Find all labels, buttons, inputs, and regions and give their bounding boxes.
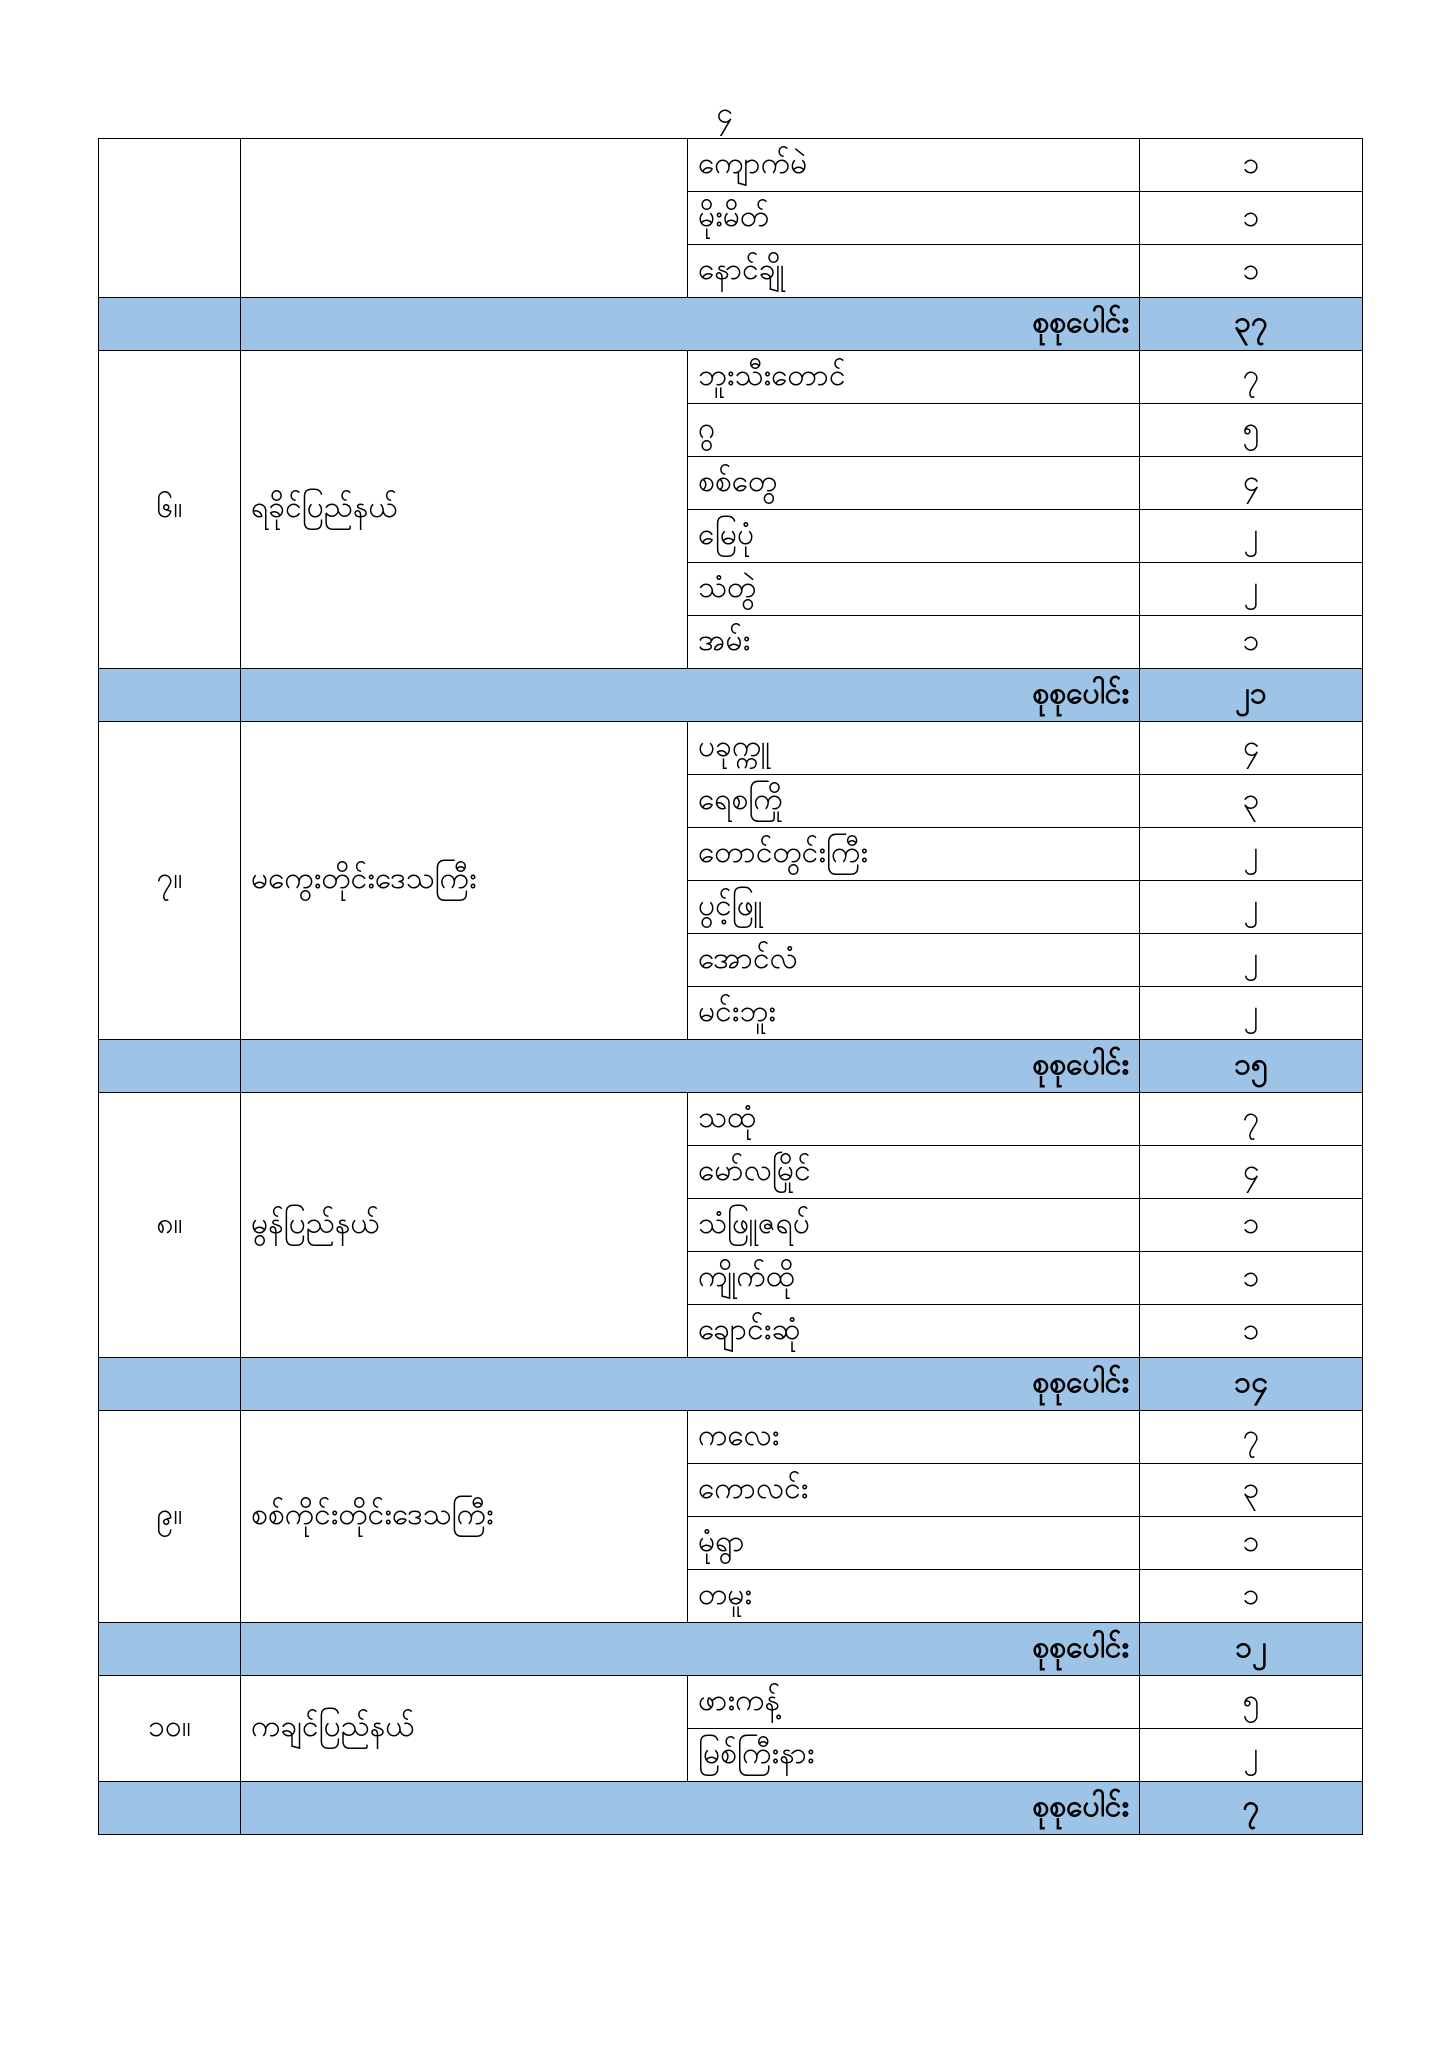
table-row [99,1093,1363,1146]
township-name: ချောင်းဆုံ [688,1305,1140,1358]
table-row [99,139,1363,192]
township-name: မြေပုံ [688,510,1140,563]
township-count: ၁ [1140,139,1363,192]
total-row [99,298,1363,351]
total-label: စုစုပေါင်း [241,1782,1140,1835]
total-empty-cell [99,1623,241,1676]
township-count: ၃ [1140,775,1363,828]
region-name: မွန်ပြည်နယ် [241,1093,688,1358]
township-count: ၄ [1140,457,1363,510]
township-count: ၇ [1140,351,1363,404]
township-count: ၁ [1140,616,1363,669]
township-name: အမ်း [688,616,1140,669]
total-count: ၇ [1140,1782,1363,1835]
township-count: ၁ [1140,1252,1363,1305]
township-count: ၅ [1140,1676,1363,1729]
township-count: ၁ [1140,245,1363,298]
region-number: ၈။ [99,1093,241,1358]
township-count: ၇ [1140,1411,1363,1464]
township-count: ၁ [1140,1570,1363,1623]
township-name: တမူး [688,1570,1140,1623]
township-name: ပွင့်ဖြူ [688,881,1140,934]
township-count: ၂ [1140,828,1363,881]
table-row [99,722,1363,775]
township-count: ၇ [1140,1093,1363,1146]
township-count: ၃ [1140,1464,1363,1517]
region-name: စစ်ကိုင်းတိုင်းဒေသကြီး [241,1411,688,1623]
township-count: ၂ [1140,934,1363,987]
township-count: ၂ [1140,1729,1363,1782]
total-row [99,669,1363,722]
total-row [99,1623,1363,1676]
township-table [98,138,1363,1835]
region-number [99,139,241,298]
township-name: ဂွ [688,404,1140,457]
region-name [241,139,688,298]
township-count: ၅ [1140,404,1363,457]
total-label: စုစုပေါင်း [241,298,1140,351]
total-count: ၁၄ [1140,1358,1363,1411]
table-row [99,1411,1363,1464]
total-row [99,1782,1363,1835]
region-number: ၆။ [99,351,241,669]
township-name: ကျောက်မဲ [688,139,1140,192]
table-row [99,351,1363,404]
township-name: မြစ်ကြီးနား [688,1729,1140,1782]
township-name: သံဖြူဇရပ် [688,1199,1140,1252]
township-name: ကလေး [688,1411,1140,1464]
township-count: ၁ [1140,1199,1363,1252]
region-number: ၁၀။ [99,1676,241,1782]
total-label: စုစုပေါင်း [241,1040,1140,1093]
township-name: နောင်ချို [688,245,1140,298]
township-name: စစ်တွေ [688,457,1140,510]
total-empty-cell [99,298,241,351]
total-count: ၃၇ [1140,298,1363,351]
total-count: ၁၂ [1140,1623,1363,1676]
region-name: မကွေးတိုင်းဒေသကြီး [241,722,688,1040]
township-name: မုံရွာ [688,1517,1140,1570]
township-name: သံတွဲ [688,563,1140,616]
total-label: စုစုပေါင်း [241,1623,1140,1676]
total-row [99,1358,1363,1411]
table-row [99,1676,1363,1729]
township-count: ၂ [1140,510,1363,563]
total-label: စုစုပေါင်း [241,669,1140,722]
township-name: သထုံ [688,1093,1140,1146]
township-count: ၁ [1140,192,1363,245]
region-number: ၇။ [99,722,241,1040]
page-number: ၄ [716,96,733,131]
township-count: ၄ [1140,722,1363,775]
township-name: ကောလင်း [688,1464,1140,1517]
township-count: ၁ [1140,1517,1363,1570]
township-name: မော်လမြိုင် [688,1146,1140,1199]
region-number: ၉။ [99,1411,241,1623]
township-name: မင်းဘူး [688,987,1140,1040]
township-count: ၄ [1140,1146,1363,1199]
total-empty-cell [99,1040,241,1093]
total-count: ၂၁ [1140,669,1363,722]
total-empty-cell [99,669,241,722]
township-count: ၂ [1140,881,1363,934]
region-name: ရခိုင်ပြည်နယ် [241,351,688,669]
township-count: ၁ [1140,1305,1363,1358]
township-count: ၂ [1140,987,1363,1040]
township-name: မိုးမိတ် [688,192,1140,245]
total-empty-cell [99,1782,241,1835]
township-name: ဘူးသီးတောင် [688,351,1140,404]
region-name: ကချင်ပြည်နယ် [241,1676,688,1782]
township-name: ပခုက္ကူ [688,722,1140,775]
township-name: အောင်လံ [688,934,1140,987]
township-name: ရေစကြို [688,775,1140,828]
total-row [99,1040,1363,1093]
township-name: တောင်တွင်းကြီး [688,828,1140,881]
township-count: ၂ [1140,563,1363,616]
total-label: စုစုပေါင်း [241,1358,1140,1411]
township-name: ဖားကန့် [688,1676,1140,1729]
total-empty-cell [99,1358,241,1411]
township-name: ကျိုက်ထို [688,1252,1140,1305]
total-count: ၁၅ [1140,1040,1363,1093]
table-body [99,139,1363,1835]
